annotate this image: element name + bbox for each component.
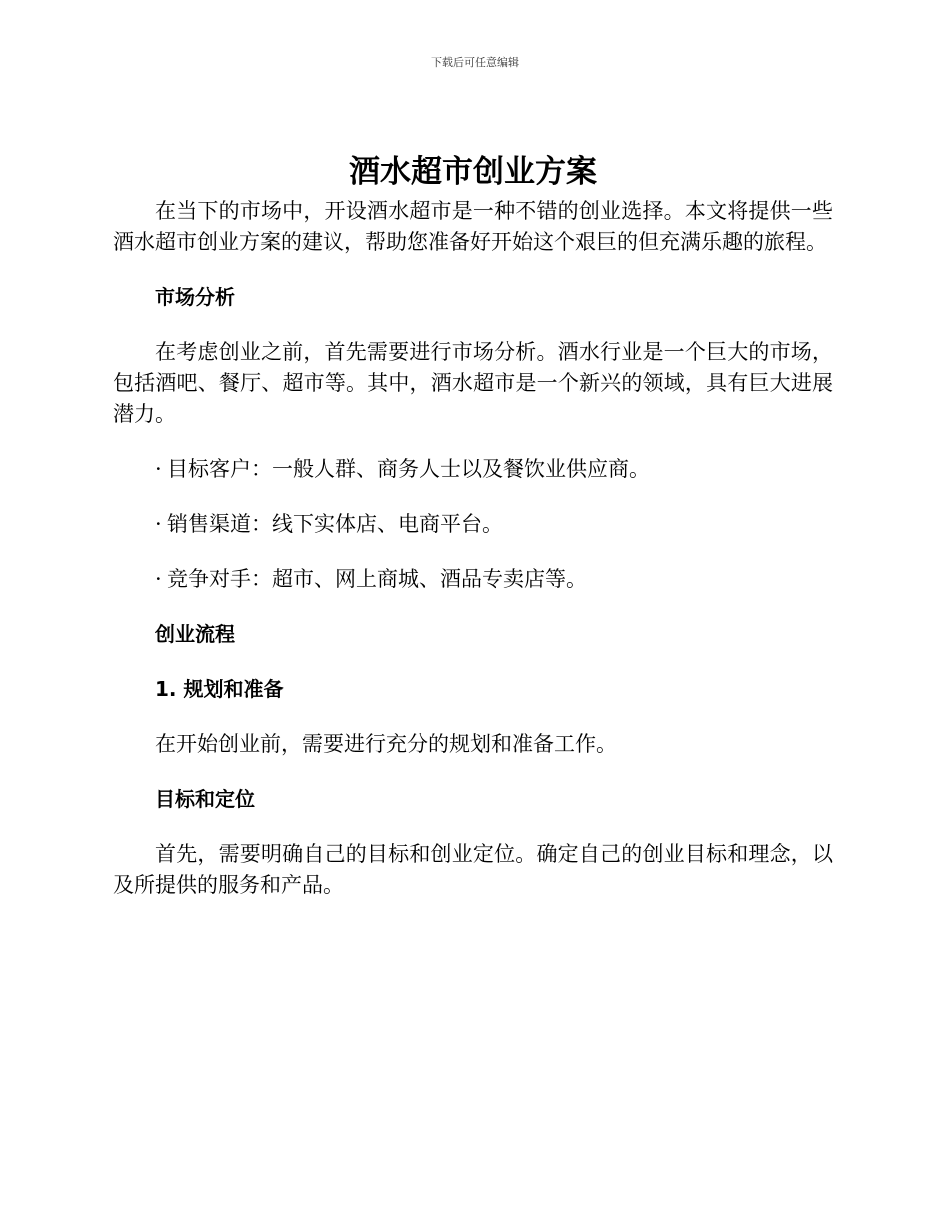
- intro-paragraph: 在当下的市场中，开设酒水超市是一种不错的创业选择。本文将提供一些酒水超市创业方案的建议，帮助您准备好开始这个艰巨的但充满乐趣的旅程。: [113, 199, 833, 254]
- spacer: [113, 760, 833, 784]
- document-title: 酒水超市创业方案: [349, 154, 597, 190]
- bullet-marker: ·: [155, 567, 162, 591]
- spacer: [113, 595, 833, 619]
- startup-process-heading: 创业流程: [155, 622, 235, 646]
- document-body: [113, 148, 833, 901]
- market-analysis-heading: 市场分析: [155, 285, 235, 309]
- bullet-item: [113, 454, 833, 485]
- spacer: [113, 430, 833, 454]
- bullet-item: [113, 509, 833, 540]
- goal-positioning-paragraph: 首先，需要明确自己的目标和创业定位。确定自己的创业目标和理念，以及所提供的服务和产品。: [113, 842, 833, 897]
- bullet-text: 销售渠道：线下实体店、电商平台。: [167, 512, 503, 536]
- spacer: [113, 705, 833, 729]
- spacer: [113, 485, 833, 509]
- step1-heading: 1. 规划和准备: [155, 677, 284, 701]
- spacer: [113, 258, 833, 282]
- header-note: 下载后可任意编辑: [431, 56, 519, 69]
- market-analysis-paragraph: 在考虑创业之前，首先需要进行市场分析。酒水行业是一个巨大的市场，包括酒吧、餐厅、超市等。其中，酒水超市是一个新兴的领域，具有巨大进展潜力。: [113, 340, 833, 426]
- bullet-text: 目标客户：一般人群、商务人士以及餐饮业供应商。: [167, 457, 650, 481]
- goal-positioning-heading: 目标和定位: [155, 787, 255, 811]
- bullet-item: [113, 564, 833, 595]
- spacer: [113, 650, 833, 674]
- spacer: [113, 313, 833, 337]
- spacer: [113, 540, 833, 564]
- spacer: [113, 815, 833, 839]
- bullet-marker: ·: [155, 512, 162, 536]
- bullet-text: 竞争对手：超市、网上商城、酒品专卖店等。: [167, 567, 587, 591]
- bullet-marker: ·: [155, 457, 162, 481]
- step1-paragraph: 在开始创业前，需要进行充分的规划和准备工作。: [155, 732, 617, 756]
